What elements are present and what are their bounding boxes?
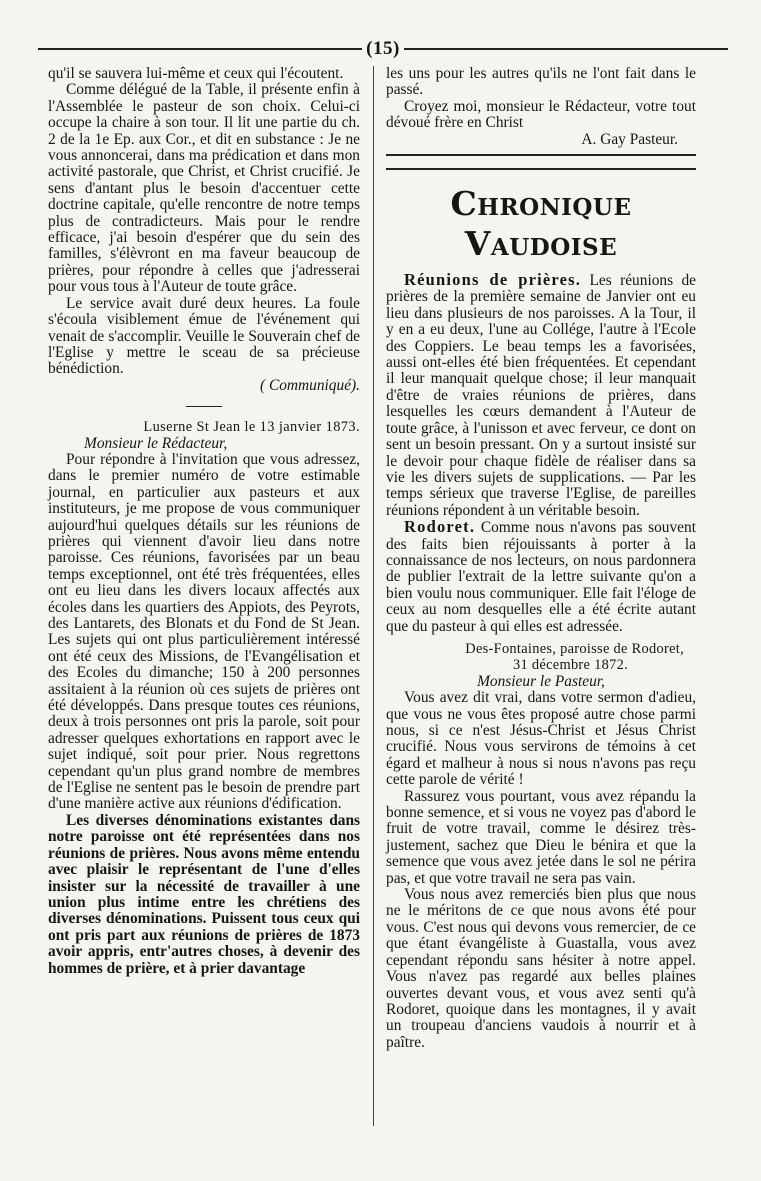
letter-signature: A. Gay Pasteur.: [581, 130, 678, 148]
article-separator: [186, 406, 222, 407]
letter-dateline: Luserne St Jean le 13 janvier 1873.: [143, 419, 360, 436]
paragraph-remerciements: Vous nous avez remerciés bien plus que nous ne le méritons de ce que nous avons été pour vous. C'est nous qui devons vous remercier, de ce que étant évangéliste à Guastalla, vous avez cependant répondu sans hésiter à notre appel. Vous n'avez pas regardé aux belles plaines ouvertes devant vous, et vous avez senti qu'à Rodoret, quoique dans les montagnes, il y avait un troupeau d'anciens vaudois à nourrir et à paître.: [386, 886, 696, 1051]
rodoret-heading: Rodoret.: [404, 517, 476, 537]
paragraph-invitation: Pour répondre à l'invitation que vous adressez, dans le premier numéro de votre estimable journal, en particulier aux pasteurs et aux instituteurs, je me propose de vous communiquer aujourd'hui quelques détails sur les réunions de prières qui viennent d'avoir lieu dans notre paroisse. Ces réunions, favorisées par un beau temps exceptionnel, ont été très fréquentées, elles ont eu lieu dans les divers locaux affectés aux écoles dans les quartiers des Appiots, des Peyrots, des Lantarets, des Blonats et du Fond de St Jean. Les sujets qui ont plus particulièrement intéressé ont été ceux des Missions, de l'Evangélisation et des Ecoles du dimanche; 150 à 200 personnes assitaient à la réunion où ces sujets de prières ont été développés. Dans presque toutes ces réunions, deux à trois personnes ont pris la parole, soit pour adresser quelques exhortations en rapport avec le sujet indiqué, soit pour prier. Nous regrettons cependant qu'un plus grand nombre de membres de l'Eglise ne sentent pas le besoin de prendre part d'une manière active aux réunions d'édification.: [48, 450, 360, 813]
paragraph-denominations: Les diverses dénominations existantes dans notre paroisse ont été représentées dans nos réunions de prières. Nous avons même entendu avec plaisir le représentant de l'une d'elles insister sur la nécessité de travailler à une union plus intime entre les chrétiens des diverses dénominations. Puissent tous ceux qui ont pris part aux réunions de prières de 1873 avoir appris, entr'autres choses, à devenir des hommes de prière, et à prier davantage: [48, 811, 360, 977]
closing-paragraph: Croyez moi, monsieur le Rédacteur, votre tout dévoué frère en Christ: [386, 97, 696, 132]
communique-attribution: ( Communiqué).: [259, 376, 360, 394]
letter-dateline-place: Des-Fontaines, paroisse de Rodoret,: [465, 640, 684, 657]
continued-paragraph: qu'il se sauvera lui-même et ceux qui l'écoutent.: [48, 65, 344, 82]
letter-dateline-date: 31 décembre 1872.: [513, 657, 628, 674]
continued-paragraph-right: les uns pour les autres qu'ils ne l'ont fait dans le passé.: [386, 65, 696, 99]
right-column: [386, 66, 696, 1051]
reunions-heading: Réunions de prières.: [404, 270, 582, 290]
paragraph-service: Le service avait duré deux heures. La foule s'écoula visiblement émue de l'événement qui venait de s'accomplir. Veuille le Souverain chef de l'Eglise y mettre le sceau de sa précieuse bénédiction.: [48, 294, 360, 378]
letter-salutation: Monsieur le Rédacteur,: [84, 434, 228, 452]
section-title: Chronique Vaudoise: [450, 184, 632, 264]
signature-rule: [386, 154, 696, 156]
paragraph-semence: Rassurez vous pourtant, vous avez répandu la bonne semence, et si vous ne voyez pas d'abord le fruit de votre travail, comme le désirez très-justement, sachez que Dieu le bénira et que la semence que vous avez jetée dans le sol ne périra pas, et que votre travail ne sera pas vain.: [386, 787, 696, 887]
reunions-text: Les réunions de prières de la première semaine de Janvier ont eu lieu dans plusieurs de nos paroisses. A la Tour, il y en a eu deux, l'une au Collége, l'autre à l'Ecole des Coppiers. Le beau temps les a favorisées, aussi ont-elles été bien fréquentées. Et cependant il leur manquait quelque chose; il leur manquait d'être de vraies réunions de prières, dans lesquelles les cœurs demandent à l'Auteur de toute grâce, à l'unisson et avec ferveur, ce dont on sent un besoin pressant. On y a surtout insisté sur le devoir pour chaque fidèle de réaliser dans sa vie les divers sujets de supplications. — Par les temps sérieux que traverse l'Eglise, de pareilles réunions répondent à un véritable besoin.: [386, 272, 696, 519]
left-column: [48, 66, 360, 977]
page-number: (15): [362, 38, 404, 60]
page-header: [38, 34, 728, 64]
title-rule: [386, 168, 696, 170]
paragraph-sermon: Vous avez dit vrai, dans votre sermon d'adieu, que vous ne vous êtes proposé autre chose parmi nous, si ce n'est Jésus-Christ et Jésus Christ crucifié. Nous vous servirons de témoins à cet égard et malheur à nous si nous n'avons pas reçu cette parole de vérité !: [386, 689, 696, 789]
paragraph-delegue: Comme délégué de la Table, il présente enfin à l'Assemblée le pasteur de son choix. Celui-ci occupe la chaire à son tour. Il lit une partie du ch. 2 de la 1e Ep. aux Cor., et dit en substance : Je ne vous annoncerai, dans ma prédication et dans mon activité pastorale, que Christ, et Christ crucifié. Je sens d'antant plus le besoin d'accentuer cette doctrine capitale, qu'elle rencontre de notre temps plus de contradicteurs. Mais pour le rendre efficace, j'ai besoin d'espérer que du sein des familles, s'élèvront en ma faveur beaucoup de prières, pour répondre à celles que j'adresserai pour vous tous à l'Auteur de toute grâce.: [48, 81, 360, 296]
column-divider: [373, 66, 374, 1126]
letter-salutation-pasteur: Monsieur le Pasteur,: [477, 672, 605, 690]
rodoret-text: Comme nous n'avons pas souvent des faits bien réjouissants à porter à la connaissance de nos lecteurs, on nous pardonnera de publier l'extrait de la lettre suivante qu'on a bien voulu nous communiquer. Elle fait l'éloge de ceux au nom desquelles elle a été écrite autant que du pasteur à qui elles est adressée.: [386, 519, 696, 635]
